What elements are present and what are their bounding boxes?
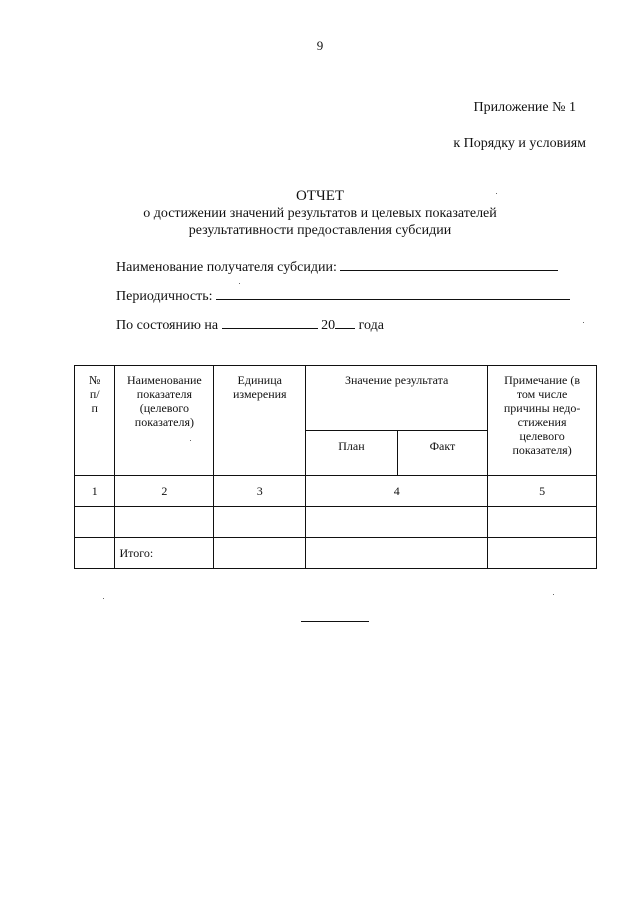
scan-speck <box>553 594 554 595</box>
empty-cell[interactable] <box>75 507 115 538</box>
empty-cell[interactable] <box>488 538 597 569</box>
header-note: Примечание (в том числе причины недо-стижения целевого показателя) <box>488 366 597 476</box>
total-row <box>75 538 597 569</box>
header-row <box>75 366 597 431</box>
periodicity-field <box>116 286 570 305</box>
empty-cell[interactable] <box>75 538 115 569</box>
periodicity-label: Периодичность: <box>116 289 213 304</box>
scan-speck <box>583 322 584 323</box>
year-prefix: 20 <box>321 318 336 333</box>
appendix-reference: к Порядку и условиям <box>453 136 586 151</box>
empty-cell[interactable] <box>214 538 306 569</box>
header-name: Наименование показателя (целевого показателя) <box>115 366 214 476</box>
empty-cell[interactable] <box>115 507 214 538</box>
column-number-5: 5 <box>488 476 597 507</box>
empty-cell[interactable] <box>488 507 597 538</box>
appendix-number: Приложение № 1 <box>473 100 576 115</box>
total-label: Итого: <box>115 538 214 569</box>
as-of-field <box>116 315 384 334</box>
periodicity-blank[interactable] <box>216 286 570 300</box>
as-of-date-blank[interactable] <box>222 315 318 329</box>
subtitle-line-2: результативности предоставления субсидии <box>188 223 452 238</box>
table-row <box>75 507 597 538</box>
recipient-field <box>116 257 558 276</box>
page-number: 9 <box>316 38 324 53</box>
empty-cell[interactable] <box>306 507 488 538</box>
header-value: Значение результата <box>306 366 488 431</box>
separator-line <box>301 621 369 622</box>
header-unit: Единица измерения <box>214 366 306 476</box>
header-plan: План <box>306 431 398 476</box>
recipient-label: Наименование получателя субсидии: <box>116 260 337 275</box>
empty-cell[interactable] <box>214 507 306 538</box>
subtitle-line-1: о достижении значений результатов и целевых показателей <box>143 206 497 221</box>
column-number-4: 4 <box>306 476 488 507</box>
column-number-2: 2 <box>115 476 214 507</box>
column-number-1: 1 <box>75 476 115 507</box>
scan-speck <box>496 193 497 194</box>
column-number-3: 3 <box>214 476 306 507</box>
document-subtitle <box>0 205 640 239</box>
header-num: № п/п <box>75 366 115 476</box>
scan-speck <box>103 598 104 599</box>
scan-speck <box>239 283 240 284</box>
year-blank[interactable] <box>335 315 355 329</box>
year-suffix: года <box>358 318 384 333</box>
header-fact: Факт <box>397 431 488 476</box>
report-table <box>74 365 597 569</box>
document-title: ОТЧЕТ <box>295 188 345 204</box>
as-of-label: По состоянию на <box>116 318 219 333</box>
scan-speck <box>190 440 191 441</box>
column-numbers-row <box>75 476 597 507</box>
recipient-blank[interactable] <box>340 257 558 271</box>
empty-cell[interactable] <box>306 538 488 569</box>
